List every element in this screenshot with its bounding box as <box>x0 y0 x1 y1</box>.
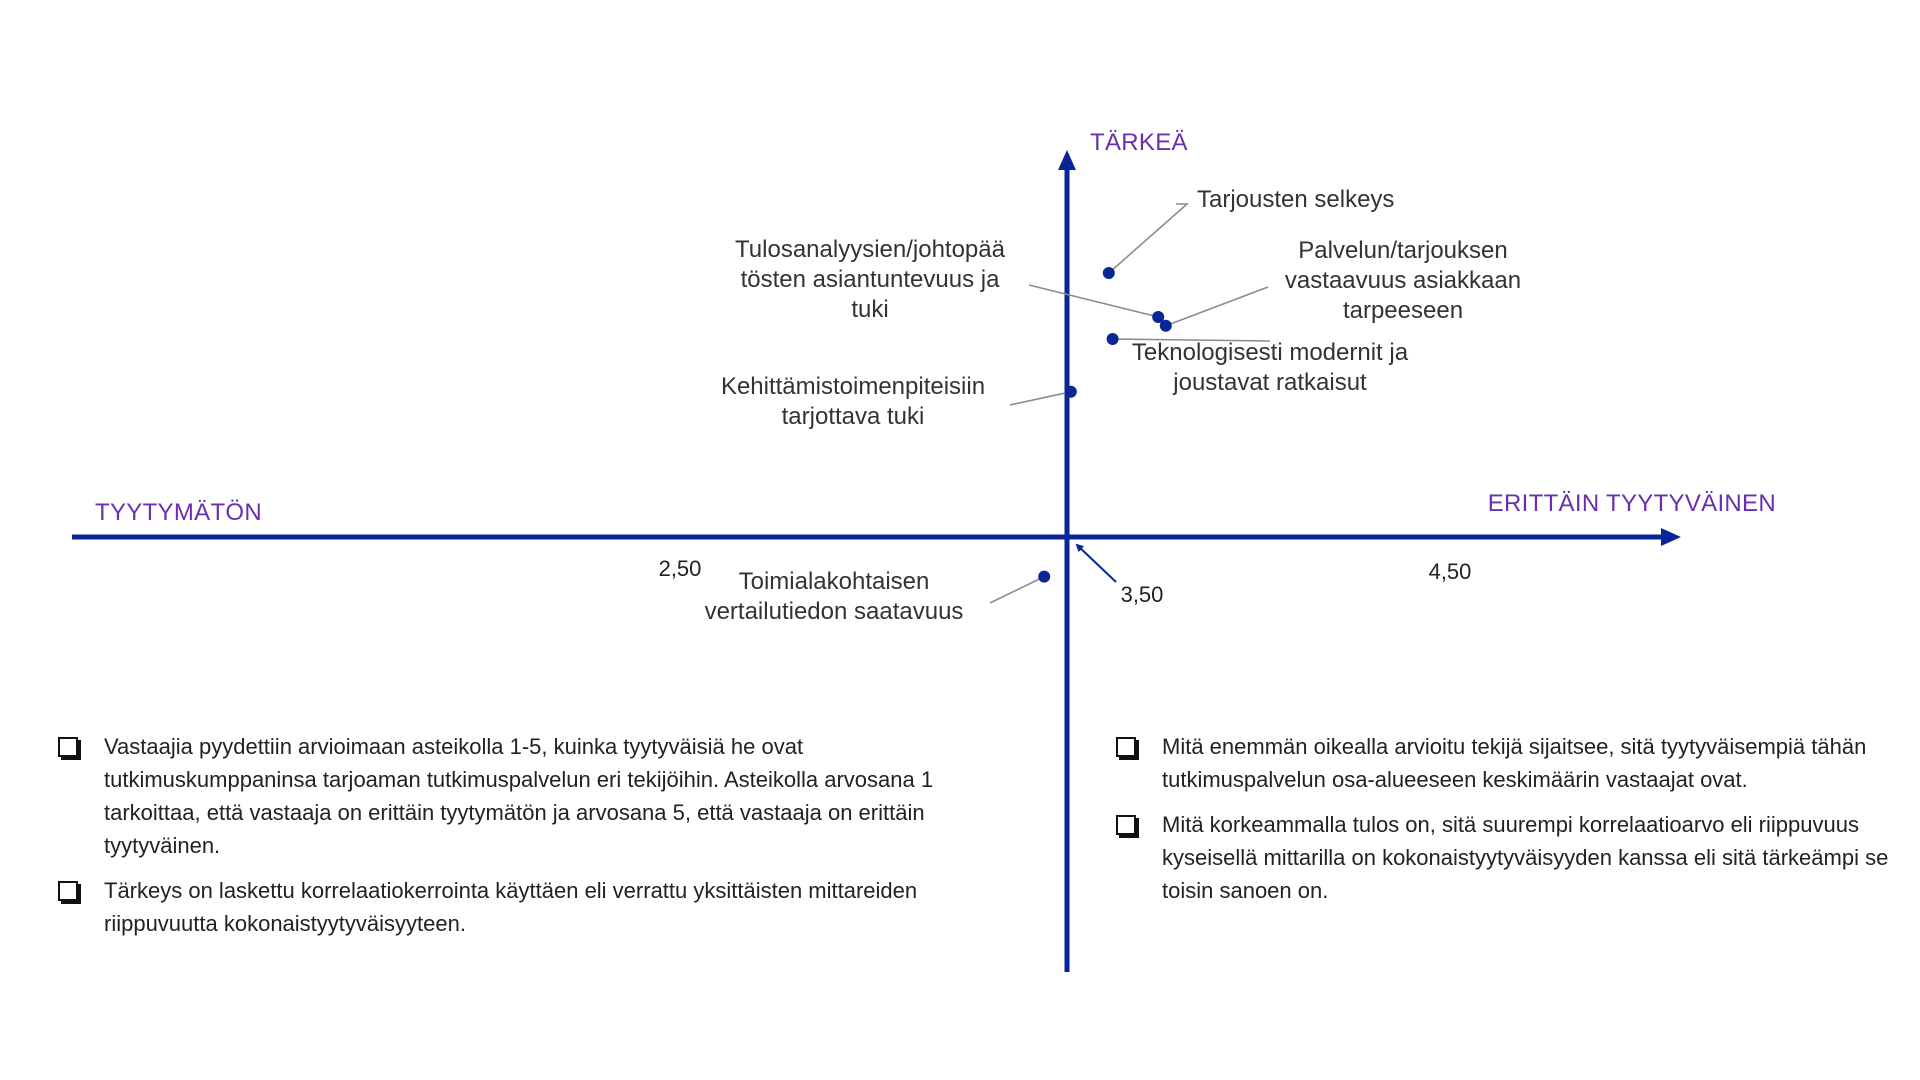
leader-line <box>1010 392 1071 405</box>
notes-left <box>58 730 988 952</box>
data-point-kehittamistoimenpiteisiin-tuki <box>1065 386 1077 398</box>
checkbox-bullet-icon <box>1116 815 1136 835</box>
point-label-line: Kehittämistoimenpiteisiin <box>720 373 986 400</box>
x-tick-label: 2,50 <box>658 556 702 581</box>
point-label-line: Tulosanalyysien/johtopää <box>735 236 1005 263</box>
point-label-line: tarjottava tuki <box>781 403 925 430</box>
checkbox-bullet-icon <box>1116 737 1136 757</box>
axis-title-left: TYYTYMÄTÖN <box>95 499 263 526</box>
note-text: Vastaajia pyydettiin arvioimaan asteikolla 1-5, kuinka tyytyväisiä he ovat tutkimuskumppaninsa tarjoaman tutkimuspalvelun eri tekijöihin. Asteikolla arvosana 1 tarkoittaa, että vastaaja on erittäin tyytymätön ja arvosana 5, että vastaaja on erittäin tyytyväinen. <box>104 734 934 858</box>
point-label-line: tösten asiantuntevuus ja <box>740 266 1000 293</box>
x-tick-pointer-arrow <box>1077 545 1116 582</box>
point-label-line: Tarjousten selkeys <box>1197 186 1395 213</box>
point-label-line: vastaavuus asiakkaan <box>1284 267 1522 294</box>
point-label-line: Teknologisesti modernit ja <box>1131 339 1409 366</box>
data-point-teknologisesti-modernit <box>1107 333 1119 345</box>
note-item <box>58 730 988 862</box>
point-label-tarjousten-selkeys <box>1197 186 1394 213</box>
axis-title-top: TÄRKEÄ <box>1090 129 1188 156</box>
point-label-palvelun-vastaavuus <box>1285 237 1521 324</box>
point-label-toimialakohtainen-vertailutieto <box>705 568 964 625</box>
note-text: Mitä korkeammalla tulos on, sitä suurempi korrelaatioarvo eli riippuvuus kyseisellä mittarilla on kokonaistyytyväisyyden kanssa eli sitä tärkeämpi se toisin sanoen on. <box>1162 812 1889 903</box>
leader-line <box>990 577 1044 603</box>
note-item <box>58 874 988 940</box>
note-text: Tärkeys on laskettu korrelaatiokerrointa käyttäen eli verrattu yksittäisten mittareiden riippuvuutta kokonaistyytyväisyyteen. <box>104 878 918 936</box>
checkbox-bullet-icon <box>58 737 78 757</box>
data-point-toimialakohtainen-vertailutieto <box>1038 571 1050 583</box>
notes-right <box>1116 730 1906 919</box>
y-axis-arrowhead <box>1058 150 1076 170</box>
note-text: Mitä enemmän oikealla arvioitu tekijä sijaitsee, sitä tyytyväisempiä tähän tutkimuspalvelun osa-alueeseen keskimäärin vastaajat ovat. <box>1162 734 1867 792</box>
point-label-line: tuki <box>851 296 889 323</box>
point-label-tulosanalyysien-tuki <box>735 236 1006 323</box>
data-point-palvelun-vastaavuus <box>1160 320 1172 332</box>
point-label-line: tarpeeseen <box>1342 297 1464 324</box>
x-tick-label: 4,50 <box>1428 559 1472 584</box>
leader-line <box>1109 204 1187 273</box>
point-label-line: vertailutiedon saatavuus <box>704 598 964 625</box>
point-label-line: Palvelun/tarjouksen <box>1298 237 1508 264</box>
data-point-tarjousten-selkeys <box>1103 267 1115 279</box>
point-label-teknologisesti-modernit <box>1132 339 1409 396</box>
leader-line <box>1166 287 1268 326</box>
x-axis-arrowhead <box>1661 528 1681 546</box>
point-label-line: joustavat ratkaisut <box>1173 369 1367 396</box>
checkbox-bullet-icon <box>58 881 78 901</box>
leader-line <box>1029 285 1158 317</box>
point-label-kehittamistoimenpiteisiin-tuki <box>721 373 985 430</box>
point-label-line: Toimialakohtaisen <box>738 568 930 595</box>
axis-title-right: ERITTÄIN TYYTYVÄINEN <box>1487 490 1776 517</box>
note-item <box>1116 730 1906 796</box>
note-item <box>1116 808 1906 907</box>
x-tick-label: 3,50 <box>1120 582 1164 607</box>
